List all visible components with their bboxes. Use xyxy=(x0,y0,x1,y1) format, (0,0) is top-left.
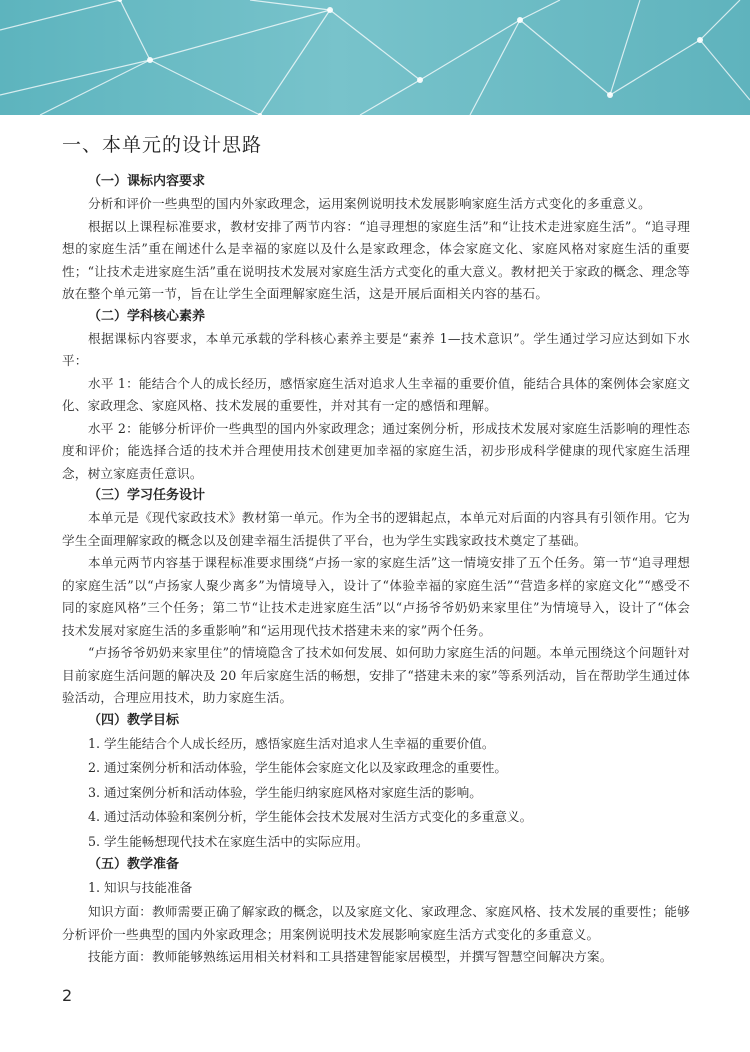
paragraph: 根据课标内容要求，本单元承载的学科核心素养主要是“素养 1—技术意识”。学生通过学习应达到如下水平： xyxy=(62,330,690,368)
objective-item: 3. 通过案例分析和活动体验，学生能归纳家庭风格对家庭生活的影响。 xyxy=(88,784,482,800)
paragraph: “卢扬爷爷奶奶来家里住”的情境隐含了技术如何发展、如何助力家庭生活的问题。本单元围绕这个问题针对目前家庭生活问题的解决及 20 年后家庭生活的畅想，安排了“搭建未来的家”等系列活动，旨在帮助学生通过体验活动，合理应用技术，助力家庭生活。 xyxy=(62,645,690,705)
preparation-item: 1. 知识与技能准备 xyxy=(88,880,193,896)
objective-item: 4. 通过活动体验和案例分析，学生能体会技术发展对生活方式变化的多重意义。 xyxy=(88,809,533,825)
paragraph: 水平 1：能结合个人的成长经历，感悟家庭生活对追求人生幸福的重要价值，能结合具体的案例体会家庭文化、家政理念、家庭风格、技术发展的重要性，并对其有一定的感悟和理解。 xyxy=(62,375,690,413)
objective-item: 5. 学生能畅想现代技术在家庭生活中的实际应用。 xyxy=(88,833,369,849)
paragraph: 知识方面：教师需要正确了解家政的概念，以及家庭文化、家政理念、家庭风格、技术发展的重要性；能够分析评价一些典型的国内外家政理念；用案例说明技术发展影响家庭生活方式变化的多重意义。 xyxy=(62,904,690,942)
subheading-core-literacy: （二）学科核心素养 xyxy=(88,308,206,324)
objective-item: 2. 通过案例分析和活动体验，学生能体会家庭文化以及家政理念的重要性。 xyxy=(88,760,508,776)
subheading-teaching-objectives: （四）教学目标 xyxy=(88,712,180,728)
subheading-task-design: （三）学习任务设计 xyxy=(88,488,206,503)
network-pattern-graphic xyxy=(0,0,750,115)
page-number: 2 xyxy=(62,986,73,1005)
document-body xyxy=(62,115,690,969)
paragraph: 技能方面：教师能够熟练运用相关材料和工具搭建智能家居模型，并撰写智慧空间解决方案。 xyxy=(88,949,613,965)
paragraph: 分析和评价一些典型的国内外家政理念，运用案例说明技术发展影响家庭生活方式变化的多重意义。 xyxy=(88,196,651,211)
subheading-curriculum-requirements: （一）课标内容要求 xyxy=(88,174,206,189)
subheading-teaching-preparation: （五）教学准备 xyxy=(88,857,180,873)
paragraph: 水平 2：能够分析评价一些典型的国内外家政理念；通过案例分析，形成技术发展对家庭生活影响的理性态度和评价；能选择合适的技术并合理使用技术创建更加幸福的家庭生活，初步形成科学健康的现代家庭生活理念，树立家庭责任意识。 xyxy=(62,420,690,481)
section-title: 一、本单元的设计思路 xyxy=(62,134,263,156)
objective-item: 1. 学生能结合个人成长经历，感悟家庭生活对追求人生幸福的重要价值。 xyxy=(88,735,495,751)
paragraph: 本单元两节内容基于课程标准要求围绕“卢扬一家的家庭生活”这一情境安排了五个任务。第一节“追寻理想的家庭生活”以“卢扬家人聚少离多”为情境导入，设计了“体验幸福的家庭生活”“营造多样的家庭文化”“感受不同的家庭风格”三个任务；第二节“让技术走进家庭生活”以“卢扬爷爷奶奶来家里住”为情境导入，设计了“体会技术发展对家庭生活的多重影响”和“运用现代技术搭建未来的家”两个任务。 xyxy=(62,555,690,638)
header-banner xyxy=(0,0,750,115)
paragraph: 根据以上课程标准要求，教材安排了两节内容：“追寻理想的家庭生活”和“让技术走进家庭生活”。“追寻理想的家庭生活”重在阐述什么是幸福的家庭以及什么是家政理念，体会家庭文化、家庭风格对家庭生活的重要性；“让技术走进家庭生活”重在说明技术发展对家庭生活方式变化的重大意义。教材把关于家政的概念、理念等放在整个单元第一节，旨在让学生全面理解家庭生活，这是开展后面相关内容的基石。 xyxy=(62,218,690,301)
paragraph: 本单元是《现代家政技术》教材第一单元。作为全书的逻辑起点，本单元对后面的内容具有引领作用。它为学生全面理解家政的概念以及创建幸福生活提供了平台，也为学生实践家政技术奠定了基础。 xyxy=(62,510,690,548)
